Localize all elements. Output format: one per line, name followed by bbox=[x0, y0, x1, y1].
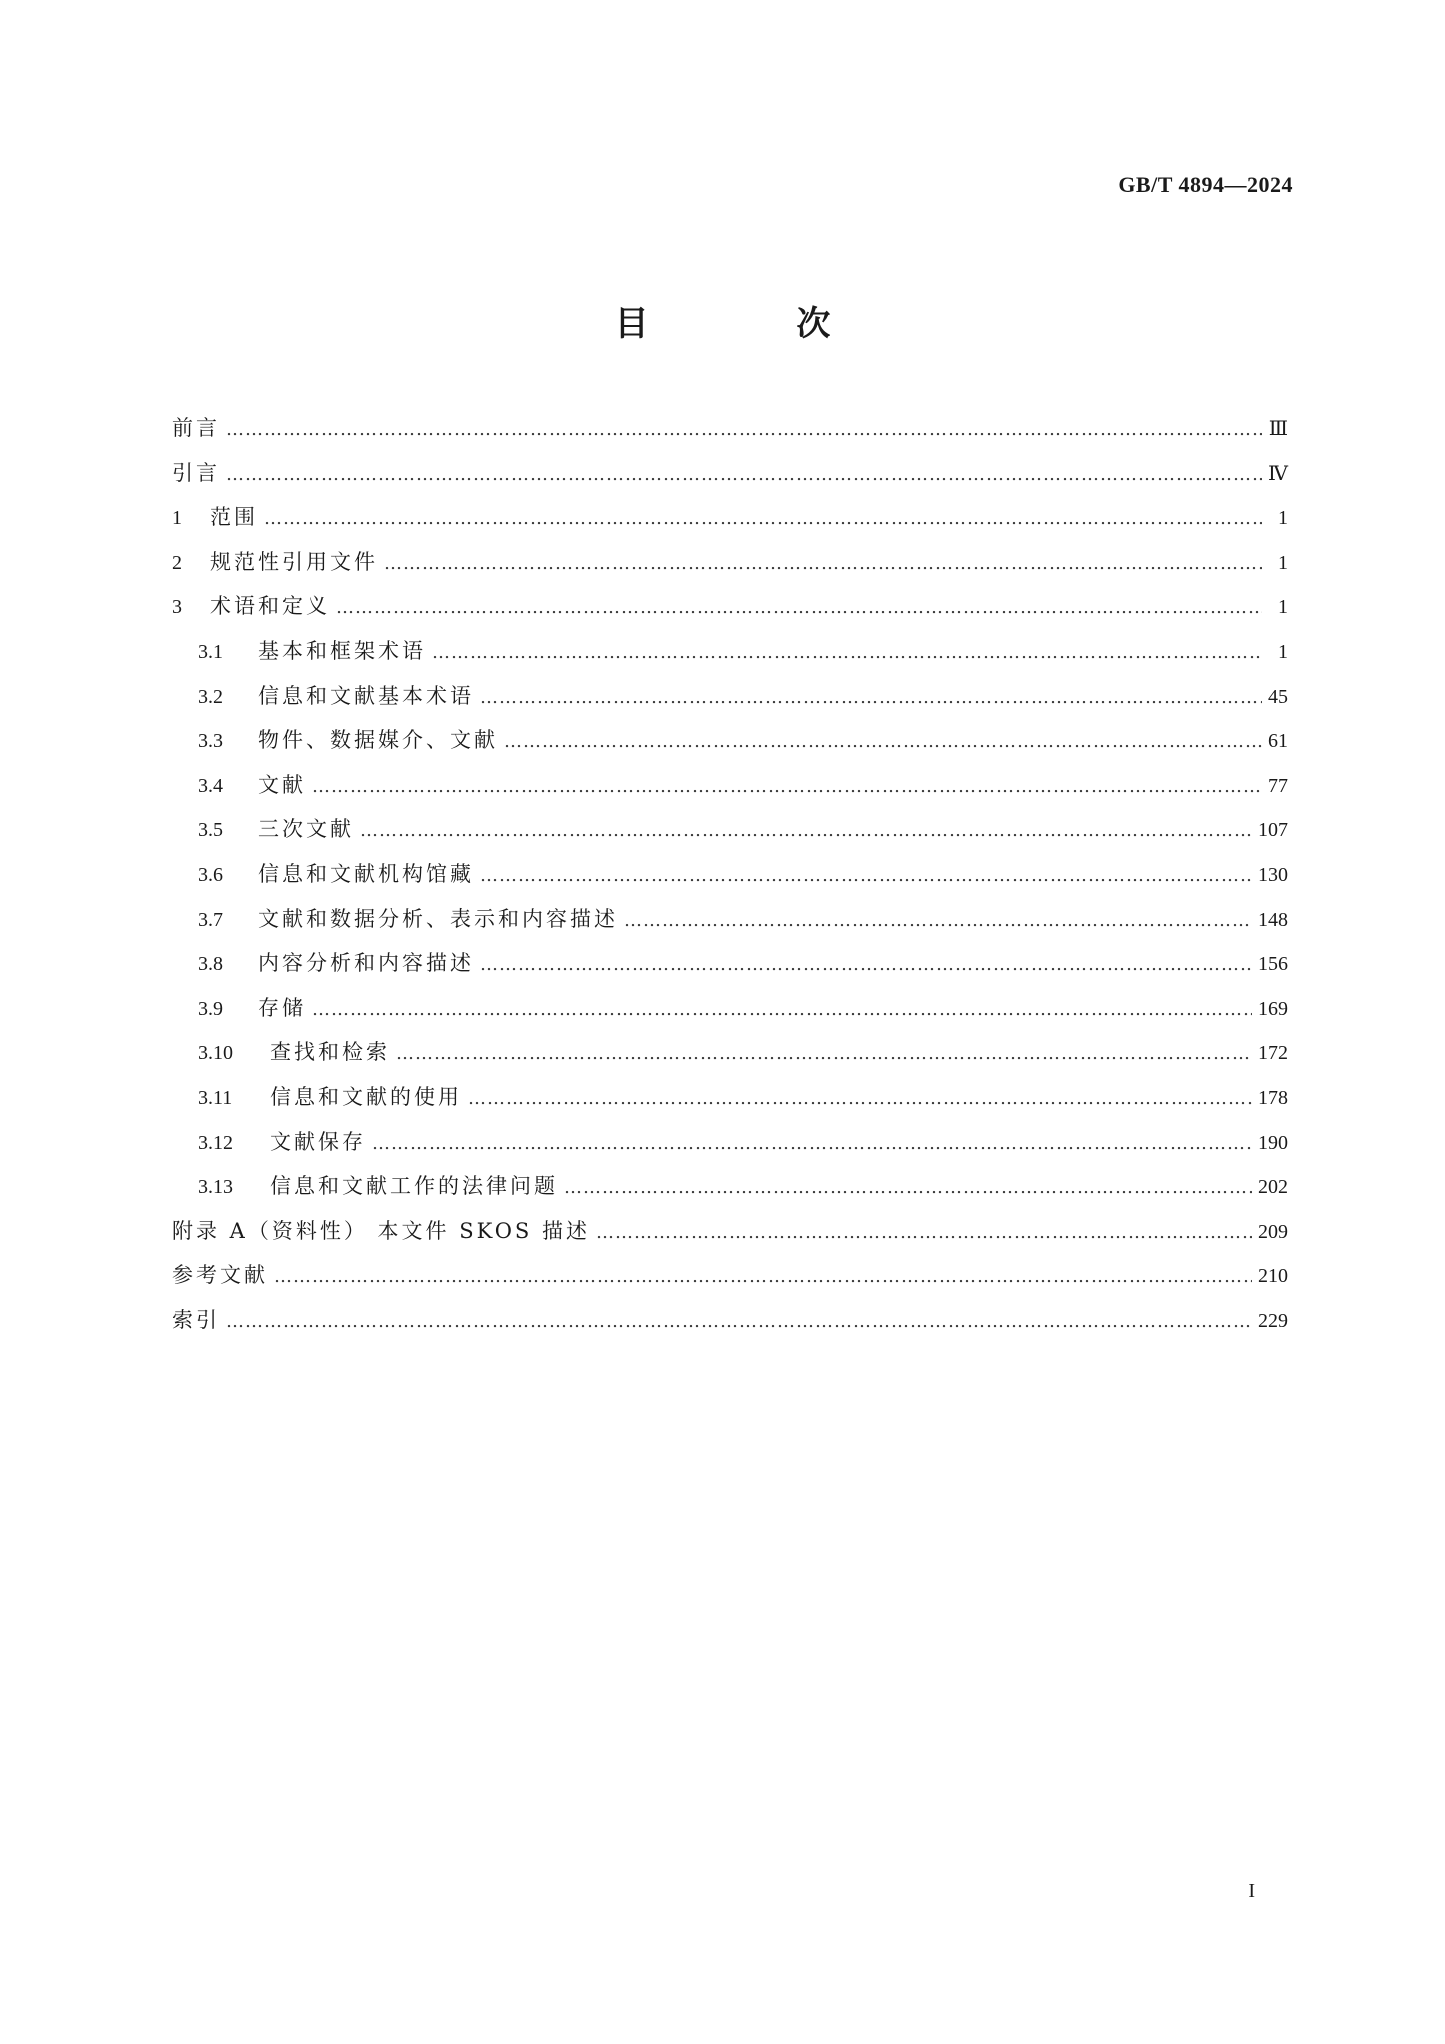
toc-entry-title: 范围 bbox=[210, 505, 258, 530]
standard-code: GB/T 4894—2024 bbox=[1118, 172, 1293, 197]
page-number: I bbox=[1248, 1880, 1255, 1902]
toc-entry-page: 130 bbox=[1258, 863, 1288, 886]
toc-entry[interactable] bbox=[172, 1304, 1288, 1349]
toc-entry-title: 信息和文献机构馆藏 bbox=[258, 861, 474, 886]
toc-entry-number: 3.3 bbox=[198, 730, 223, 753]
toc-entry-number: 3.11 bbox=[198, 1086, 233, 1109]
toc-entry[interactable] bbox=[172, 457, 1288, 502]
toc-entry-page: Ⅳ bbox=[1268, 462, 1288, 485]
toc-entry[interactable] bbox=[172, 412, 1288, 457]
toc-entry-page: 1 bbox=[1278, 640, 1288, 663]
toc-entry[interactable] bbox=[172, 992, 1288, 1037]
toc-entry-number: 3.7 bbox=[198, 908, 223, 931]
toc-leader-dots bbox=[226, 464, 1262, 485]
toc-entry[interactable] bbox=[172, 546, 1288, 591]
toc-entry[interactable] bbox=[172, 1126, 1288, 1171]
toc-entry-number: 3.10 bbox=[198, 1042, 233, 1065]
toc-entry-page: 169 bbox=[1258, 997, 1288, 1020]
toc-entry[interactable] bbox=[172, 769, 1288, 814]
toc-entry-title: 前言 bbox=[172, 416, 220, 440]
toc-entry-number: 3.2 bbox=[198, 685, 223, 708]
toc-leader-dots bbox=[596, 1222, 1252, 1243]
toc-entry-title: 三次文献 bbox=[258, 817, 354, 842]
toc-entry-number: 3.6 bbox=[198, 863, 223, 886]
toc-entry-page: 1 bbox=[1278, 551, 1288, 574]
toc-entry-title: 信息和文献基本术语 bbox=[258, 683, 474, 708]
toc-entry[interactable] bbox=[172, 724, 1288, 769]
toc-entry-title: 术语和定义 bbox=[210, 594, 330, 619]
toc-title: 目 次 bbox=[614, 304, 899, 344]
toc-entry-number: 3 bbox=[172, 596, 182, 619]
toc-leader-dots bbox=[372, 1133, 1252, 1154]
toc-entry-page: 107 bbox=[1258, 819, 1288, 842]
toc-entry-title: 参考文献 bbox=[172, 1263, 268, 1288]
toc-leader-dots bbox=[226, 1311, 1252, 1332]
toc-entry[interactable] bbox=[172, 635, 1288, 680]
toc-leader-dots bbox=[396, 1043, 1252, 1064]
toc-entry[interactable] bbox=[172, 903, 1288, 948]
toc-entry-title: 文献保存 bbox=[270, 1129, 366, 1154]
toc-leader-dots bbox=[624, 910, 1252, 931]
toc-entry-number: 3.8 bbox=[198, 953, 223, 976]
toc-entry-number: 3.12 bbox=[198, 1131, 233, 1154]
toc-entry-title: 基本和框架术语 bbox=[258, 638, 426, 663]
toc-entry-page: 77 bbox=[1268, 774, 1288, 797]
toc-entry-number: 1 bbox=[172, 507, 182, 530]
table-of-contents bbox=[172, 412, 1288, 1348]
toc-entry-title: 查找和检索 bbox=[270, 1040, 390, 1065]
toc-leader-dots bbox=[564, 1177, 1252, 1198]
toc-entry-number: 3.9 bbox=[198, 997, 223, 1020]
toc-leader-dots bbox=[226, 419, 1262, 440]
toc-entry-page: 148 bbox=[1258, 908, 1288, 931]
toc-entry-title: 文献 bbox=[258, 772, 306, 797]
toc-entry-title: 引言 bbox=[172, 460, 220, 485]
toc-leader-dots bbox=[432, 642, 1262, 663]
toc-entry-page: Ⅲ bbox=[1268, 418, 1288, 440]
toc-entry-title: 规范性引用文件 bbox=[210, 549, 378, 574]
toc-entry[interactable] bbox=[172, 1215, 1288, 1260]
toc-leader-dots bbox=[468, 1088, 1252, 1109]
toc-entry-number: 3.13 bbox=[198, 1176, 233, 1199]
toc-entry-page: 209 bbox=[1258, 1220, 1288, 1243]
toc-entry[interactable] bbox=[172, 1170, 1288, 1215]
toc-entry-page: 229 bbox=[1258, 1309, 1288, 1332]
toc-entry-number: 2 bbox=[172, 551, 182, 574]
toc-entry[interactable] bbox=[172, 1259, 1288, 1304]
toc-leader-dots bbox=[264, 508, 1262, 529]
toc-entry[interactable] bbox=[172, 947, 1288, 992]
toc-entry[interactable] bbox=[172, 858, 1288, 903]
toc-leader-dots bbox=[480, 865, 1252, 886]
toc-entry[interactable] bbox=[172, 501, 1288, 546]
toc-entry-title: 内容分析和内容描述 bbox=[258, 951, 474, 976]
toc-entry-page: 61 bbox=[1268, 730, 1288, 753]
toc-entry-number: 3.5 bbox=[198, 819, 223, 842]
toc-entry-title: 附录 A（资料性） 本文件 SKOS 描述 bbox=[172, 1218, 590, 1243]
toc-entry-title: 信息和文献工作的法律问题 bbox=[270, 1174, 558, 1199]
toc-entry-title: 文献和数据分析、表示和内容描述 bbox=[258, 906, 618, 931]
toc-leader-dots bbox=[336, 597, 1262, 618]
toc-entry-title: 索引 bbox=[172, 1307, 220, 1332]
toc-entry-page: 1 bbox=[1278, 596, 1288, 619]
toc-entry-page: 210 bbox=[1258, 1265, 1288, 1288]
toc-leader-dots bbox=[312, 999, 1252, 1020]
toc-entry[interactable] bbox=[172, 680, 1288, 725]
toc-leader-dots bbox=[360, 820, 1252, 841]
toc-entry[interactable] bbox=[172, 813, 1288, 858]
toc-entry-page: 45 bbox=[1268, 685, 1288, 708]
toc-entry[interactable] bbox=[172, 1036, 1288, 1081]
toc-entry-number: 3.4 bbox=[198, 774, 223, 797]
toc-entry[interactable] bbox=[172, 1081, 1288, 1126]
toc-entry-title: 信息和文献的使用 bbox=[270, 1084, 462, 1109]
toc-entry[interactable] bbox=[172, 590, 1288, 635]
toc-entry-page: 156 bbox=[1258, 953, 1288, 976]
toc-leader-dots bbox=[312, 776, 1262, 797]
toc-leader-dots bbox=[384, 553, 1262, 574]
toc-entry-title: 存储 bbox=[258, 995, 306, 1020]
toc-leader-dots bbox=[480, 687, 1262, 708]
toc-leader-dots bbox=[480, 954, 1252, 975]
toc-entry-page: 190 bbox=[1258, 1131, 1288, 1154]
toc-leader-dots bbox=[274, 1266, 1252, 1287]
toc-entry-page: 1 bbox=[1278, 507, 1288, 530]
toc-entry-number: 3.1 bbox=[198, 640, 223, 663]
toc-entry-page: 172 bbox=[1258, 1042, 1288, 1065]
toc-entry-page: 178 bbox=[1258, 1086, 1288, 1109]
toc-entry-page: 202 bbox=[1258, 1176, 1288, 1199]
toc-entry-title: 物件、数据媒介、文献 bbox=[258, 728, 498, 753]
toc-leader-dots bbox=[504, 731, 1262, 752]
